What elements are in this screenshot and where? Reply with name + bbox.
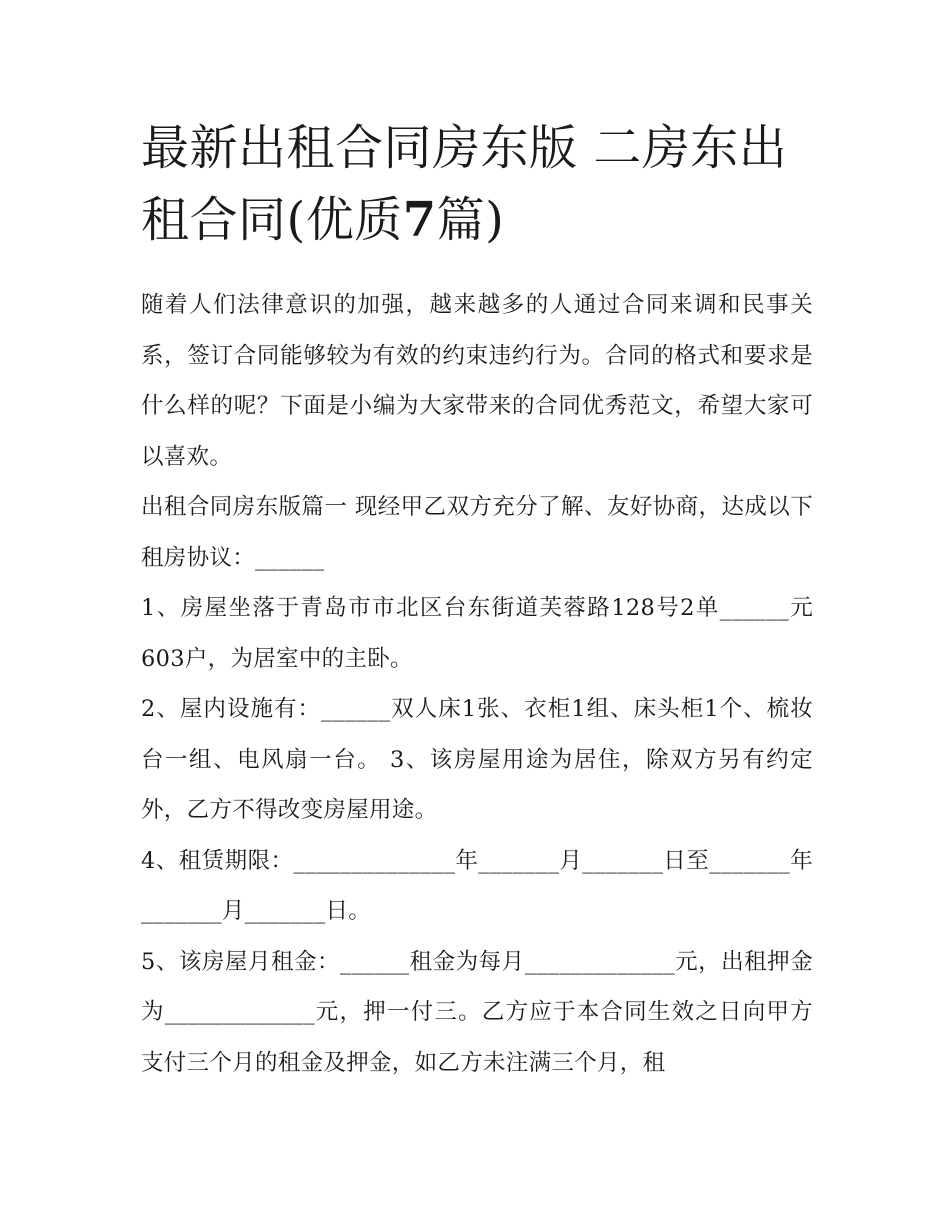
clause-4-lease-term: 4、租赁期限：______________年_______月_______日至_______年_______月_______日。 (141, 847, 813, 924)
title-suffix: 篇) (436, 192, 505, 248)
document-title (141, 112, 813, 256)
title-number: 7 (402, 192, 437, 248)
document-body (141, 280, 813, 1088)
document-page (141, 112, 813, 1088)
intro-paragraph: 随着人们法律意识的加强，越来越多的人通过合同来调和民事关系，签订合同能够较为有效的约束违约行为。合同的格式和要求是什么样的呢？下面是小编为大家带来的合同优秀范文，希望大家可以喜欢。 (141, 292, 813, 470)
clause-2-facilities: 2、屋内设施有：______双人床1张、衣柜1组、床头柜1个、梳妆台一组、电风扇一台。 3、该房屋用途为居住，除双方另有约定外，乙方不得改变房屋用途。 (141, 696, 813, 823)
clause-1-location: 1、房屋坐落于青岛市市北区台东街道芙蓉路128号2单______元603户，为居室中的主卧。 (141, 595, 813, 672)
section-one-paragraph: 出租合同房东版篇一 现经甲乙双方充分了解、友好协商，达成以下租房协议：______ (141, 494, 813, 571)
title-text: 最新出租合同房东版 二房东出租合同(优质 (141, 120, 788, 248)
clause-5-rent: 5、该房屋月租金：______租金为每月_____________元，出租押金为_____________元，押一付三。乙方应于本合同生效之日向甲方支付三个月的租金及押金，如乙方未注满三个月，租 (141, 948, 813, 1076)
